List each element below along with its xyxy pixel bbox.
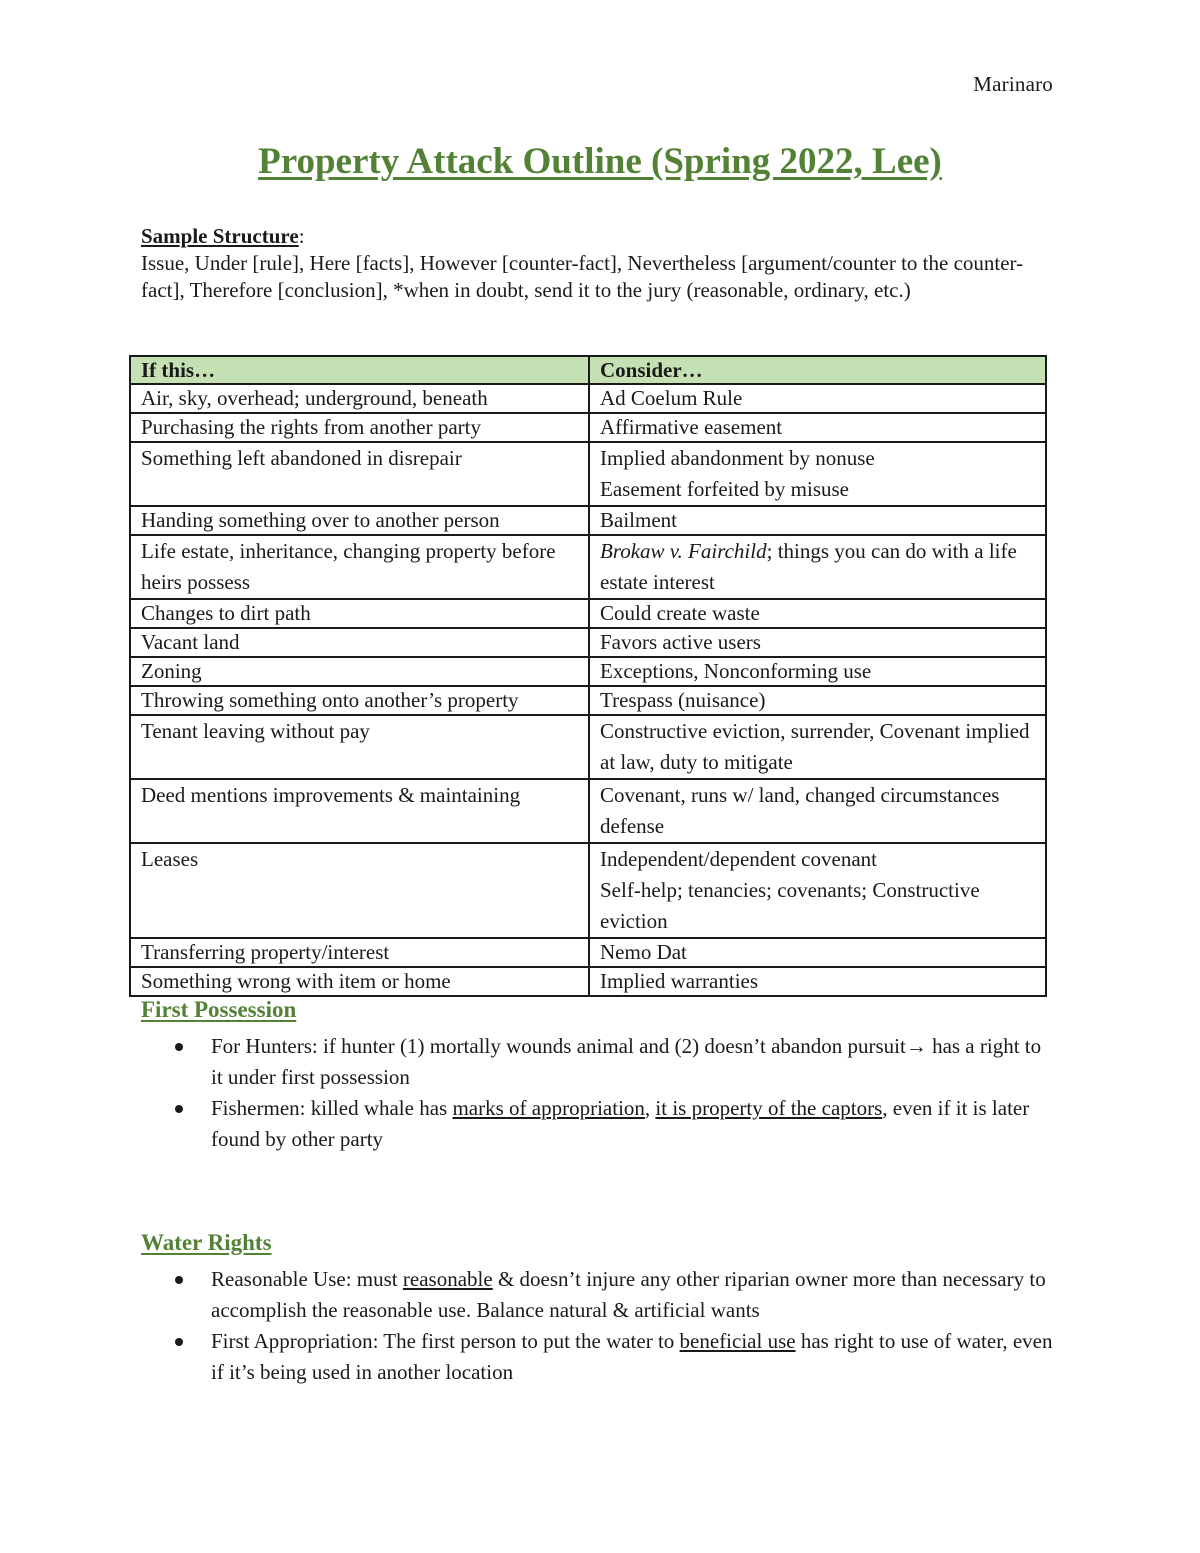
- table-cell-if: Something left abandoned in disrepair: [130, 442, 589, 506]
- table-cell-if: Transferring property/interest: [130, 938, 589, 967]
- bullet-text: First Appropriation: The first person to put the water to: [211, 1329, 680, 1353]
- sample-structure-colon: :: [298, 224, 305, 248]
- attack-table: [129, 355, 1047, 997]
- cell-line: Independent/dependent covenant: [600, 847, 877, 871]
- bullet-text: Fishermen: killed whale has: [211, 1096, 453, 1120]
- table-cell-consider: Favors active users: [589, 628, 1046, 657]
- list-item: [141, 1031, 1056, 1093]
- table-row: [130, 657, 1046, 686]
- table-cell-if: Handing something over to another person: [130, 506, 589, 535]
- table-cell-if: Air, sky, overhead; underground, beneath: [130, 384, 589, 413]
- table-header-if: If this…: [130, 356, 589, 384]
- table-cell-if: Deed mentions improvements & maintaining: [130, 779, 589, 843]
- table-row: [130, 938, 1046, 967]
- table-cell-consider: Affirmative easement: [589, 413, 1046, 442]
- bullet-icon: [175, 1276, 183, 1284]
- cell-line: Self-help; tenancies; covenants; Constructive eviction: [600, 878, 980, 933]
- table-cell-consider: [589, 843, 1046, 938]
- list-item: [141, 1093, 1056, 1155]
- table-row: [130, 442, 1046, 506]
- table-cell-consider: Constructive eviction, surrender, Covenant implied at law, duty to mitigate: [589, 715, 1046, 779]
- table-header-consider: Consider…: [589, 356, 1046, 384]
- list-item: [141, 1264, 1056, 1326]
- table-cell-consider: Bailment: [589, 506, 1046, 535]
- table-row: [130, 384, 1046, 413]
- table-cell-consider: Trespass (nuisance): [589, 686, 1046, 715]
- sample-structure-paragraph: [141, 223, 1056, 304]
- underlined-term: marks of appropriation: [452, 1096, 645, 1120]
- table-cell-if: Something wrong with item or home: [130, 967, 589, 996]
- page-header-author: Marinaro: [973, 72, 1053, 96]
- bullet-text: , even if it is later found by other party: [211, 1096, 1030, 1151]
- table-cell-consider: Exceptions, Nonconforming use: [589, 657, 1046, 686]
- table-row: [130, 413, 1046, 442]
- page-title: Property Attack Outline (Spring 2022, Lee): [258, 141, 942, 182]
- cell-text: ; things you can do with a life estate interest: [600, 539, 1017, 594]
- table-row: [130, 506, 1046, 535]
- case-name-italic: Brokaw v. Fairchild: [600, 539, 767, 563]
- sample-structure-label: Sample Structure: [141, 224, 299, 248]
- bullet-icon: [175, 1105, 183, 1113]
- table-row: [130, 779, 1046, 843]
- table-row: [130, 843, 1046, 938]
- bullet-text: & doesn’t injure any other riparian owner more than necessary to accomplish the reasonable use. Balance natural & artificial wants: [211, 1267, 1046, 1322]
- bullet-text: has right to use of water, even if it’s being used in another location: [211, 1329, 1053, 1384]
- table-cell-consider: [589, 535, 1046, 599]
- sample-structure-text: Issue, Under [rule], Here [facts], However [counter-fact], Nevertheless [argument/counter to the counter-fact], Therefore [conclusion], *when in doubt, send it to the jury (reasonable, ordinary, etc.): [141, 251, 1024, 302]
- table-cell-consider: Covenant, runs w/ land, changed circumstances defense: [589, 779, 1046, 843]
- table-row: [130, 628, 1046, 657]
- table-cell-if: Vacant land: [130, 628, 589, 657]
- bullet-text: For Hunters: if hunter (1) mortally wounds animal and (2) doesn’t abandon pursuit→ has a right to it under first possession: [211, 1034, 1042, 1089]
- table-cell-consider: Ad Coelum Rule: [589, 384, 1046, 413]
- underlined-term: it is property of the captors: [655, 1096, 883, 1120]
- bullet-text: ,: [644, 1096, 656, 1120]
- table-cell-if: Life estate, inheritance, changing property before heirs possess: [130, 535, 589, 599]
- table-header-row: [130, 356, 1046, 384]
- table-cell-consider: [589, 442, 1046, 506]
- table-cell-if: Throwing something onto another’s property: [130, 686, 589, 715]
- first-possession-heading: First Possession: [141, 997, 297, 1022]
- table-row: [130, 715, 1046, 779]
- bullet-text: Reasonable Use: must: [211, 1267, 403, 1291]
- table-cell-if: Changes to dirt path: [130, 599, 589, 628]
- table-cell-consider: Could create waste: [589, 599, 1046, 628]
- table-row: [130, 686, 1046, 715]
- table-row: [130, 535, 1046, 599]
- table-cell-if: Leases: [130, 843, 589, 938]
- underlined-term: reasonable: [402, 1267, 493, 1291]
- bullet-icon: [175, 1043, 183, 1051]
- table-row: [130, 967, 1046, 996]
- table-cell-if: Tenant leaving without pay: [130, 715, 589, 779]
- table-cell-if: Purchasing the rights from another party: [130, 413, 589, 442]
- water-rights-heading: Water Rights: [141, 1230, 272, 1255]
- list-item: [141, 1326, 1056, 1388]
- table-cell-consider: Nemo Dat: [589, 938, 1046, 967]
- first-possession-list: [141, 1031, 1056, 1155]
- cell-line: Easement forfeited by misuse: [600, 477, 850, 501]
- table-cell-consider: Implied warranties: [589, 967, 1046, 996]
- water-rights-list: [141, 1264, 1056, 1388]
- bullet-icon: [175, 1338, 183, 1346]
- underlined-term: beneficial use: [679, 1329, 796, 1353]
- cell-line: Implied abandonment by nonuse: [600, 446, 875, 470]
- table-row: [130, 599, 1046, 628]
- table-cell-if: Zoning: [130, 657, 589, 686]
